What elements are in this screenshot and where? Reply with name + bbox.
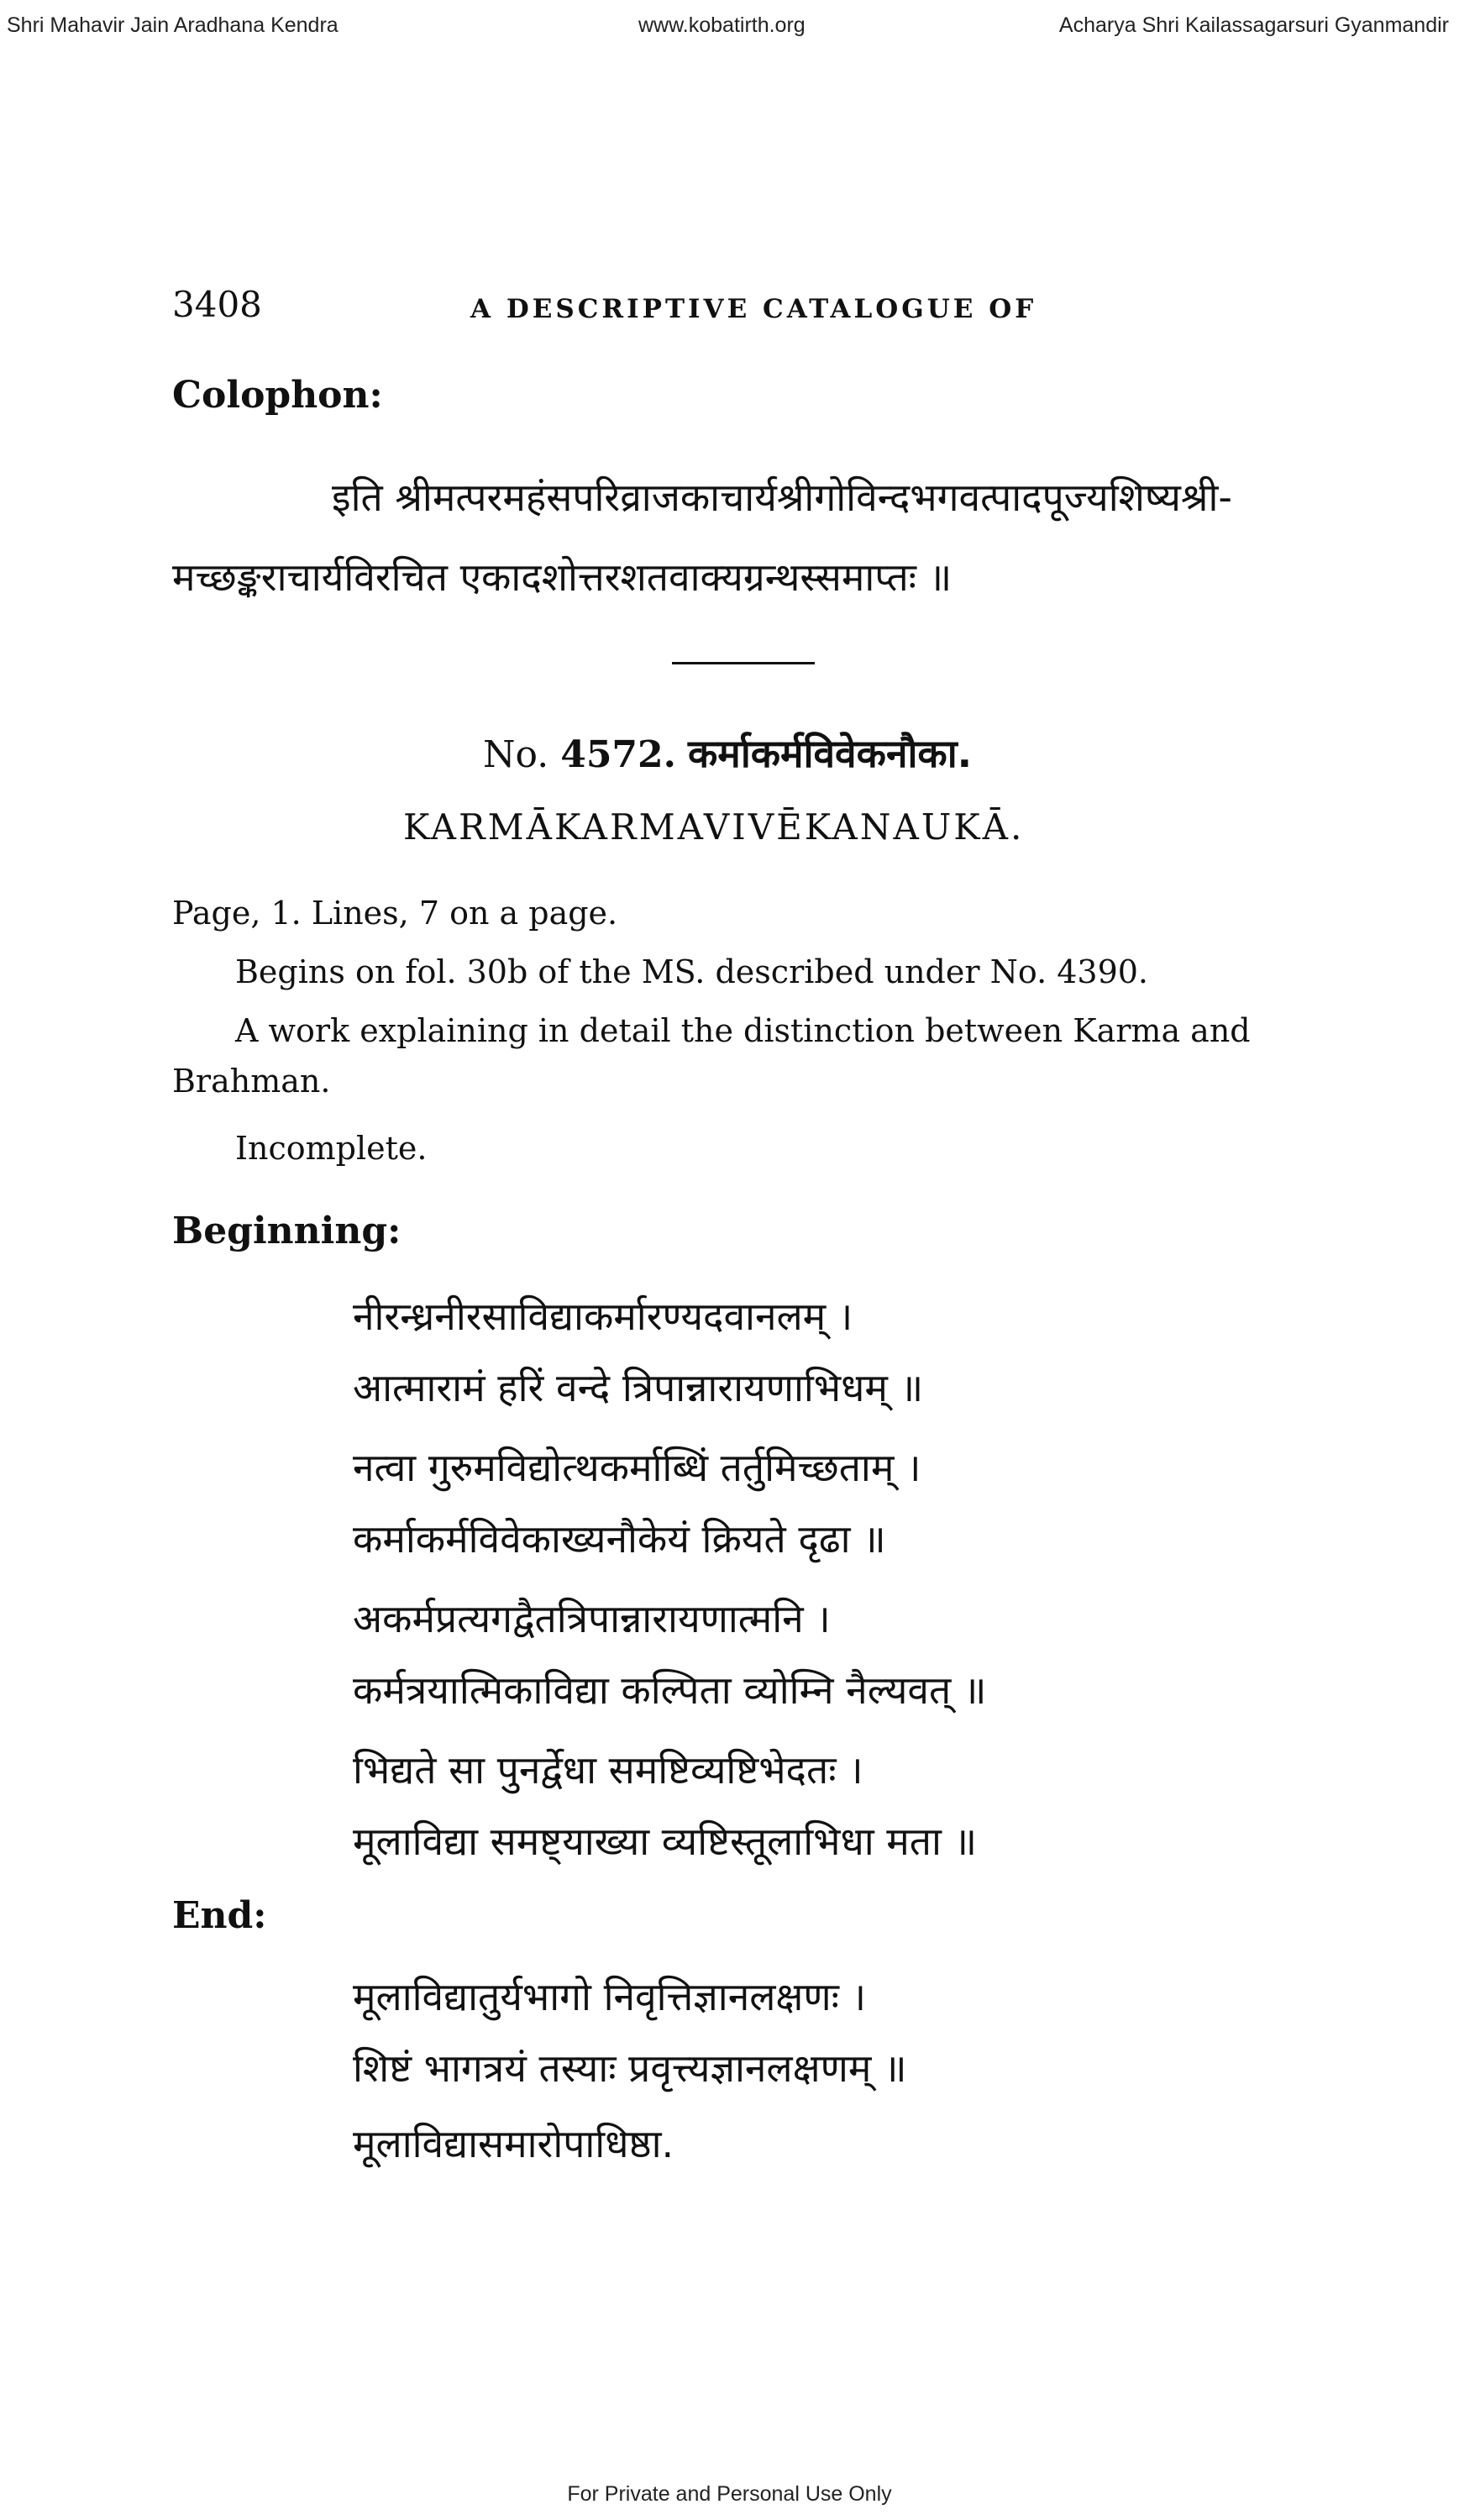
beginning-heading: Beginning:: [172, 1210, 401, 1252]
description-line-1: A work explaining in detail the distinction between Karma and: [235, 1012, 1251, 1049]
page-number: 3408: [172, 284, 262, 325]
running-title: A DESCRIPTIVE CATALOGUE OF: [470, 294, 1037, 324]
end-verse-line-3: मूलाविद्यासमारोपाधिष्ठा.: [353, 2121, 674, 2166]
beginning-verse-line-8: मूलाविद्या समष्ट्याख्या व्यष्टिस्तूलाभिधा मता ॥: [353, 1819, 978, 1864]
colophon-heading: Colophon:: [172, 374, 383, 417]
section-divider: [672, 662, 815, 664]
colophon-line-1: इति श्रीमत्परमहंसपरिव्राजकाचार्यश्रीगोविन्दभगवत्पादपूज्यशिष्यश्री-: [332, 475, 1233, 520]
description-line-2: Brahman.: [172, 1063, 331, 1100]
beginning-verse-line-7: भिद्यते सा पुनर्द्वेधा समष्टिव्यष्टिभेदतः ।: [353, 1747, 863, 1793]
beginning-verse-line-2: आत्मारामं हरिं वन्दे त्रिपान्नारायणाभिधम् ॥: [353, 1365, 924, 1410]
entry-number-line: [483, 727, 972, 779]
begins-info: Begins on fol. 30b of the MS. described under No. 4390.: [235, 953, 1149, 990]
beginning-verse-line-3: नत्वा गुरुमविद्योत्थकर्माब्धिं तर्तुमिच्छताम् ।: [353, 1445, 921, 1490]
header-right-text: Acharya Shri Kailassagarsuri Gyanmandir: [1058, 13, 1449, 37]
header-website-text: www.kobatirth.org: [638, 13, 806, 37]
entry-number-value: 4572.: [560, 733, 676, 776]
beginning-verse-line-5: अकर्मप्रत्यगद्वैतत्रिपान्नारायणात्मनि ।: [353, 1596, 831, 1641]
end-verse-line-2: शिष्टं भागत्रयं तस्याः प्रवृत्त्यज्ञानलक्षणम् ॥: [353, 2045, 907, 2091]
beginning-verse-line-4: कर्माकर्मविवेकाख्यनौकेयं क्रियते दृढा ॥: [353, 1516, 886, 1562]
entry-number-prefix: No.: [483, 733, 549, 776]
status-text: Incomplete.: [235, 1130, 428, 1167]
end-verse-line-1: मूलाविद्यातुर्यभागो निवृत्तिज्ञानलक्षणः ।: [353, 1974, 867, 2019]
end-heading: End:: [172, 1894, 267, 1937]
header-left-text: Shri Mahavir Jain Aradhana Kendra: [7, 13, 339, 37]
entry-title-latin: KARMĀKARMAVIVĒKANAUKĀ.: [403, 806, 1025, 848]
beginning-verse-line-1: नीरन्ध्रनीरसाविद्याकर्मारण्यदवानलम् ।: [353, 1294, 853, 1339]
page-lines-info: Page, 1. Lines, 7 on a page.: [172, 895, 618, 932]
entry-title-sanskrit: कर्माकर्मविवेकनौका.: [687, 731, 973, 776]
beginning-verse-line-6: कर्मत्रयात्मिकाविद्या कल्पिता व्योम्नि नैल्यवत् ॥: [353, 1667, 987, 1713]
footer-notice: For Private and Personal Use Only: [567, 2482, 892, 2506]
colophon-line-2: मच्छङ्कराचार्यविरचित एकादशोत्तरशतवाक्यग्रन्थस्समाप्तः ॥: [172, 554, 953, 600]
